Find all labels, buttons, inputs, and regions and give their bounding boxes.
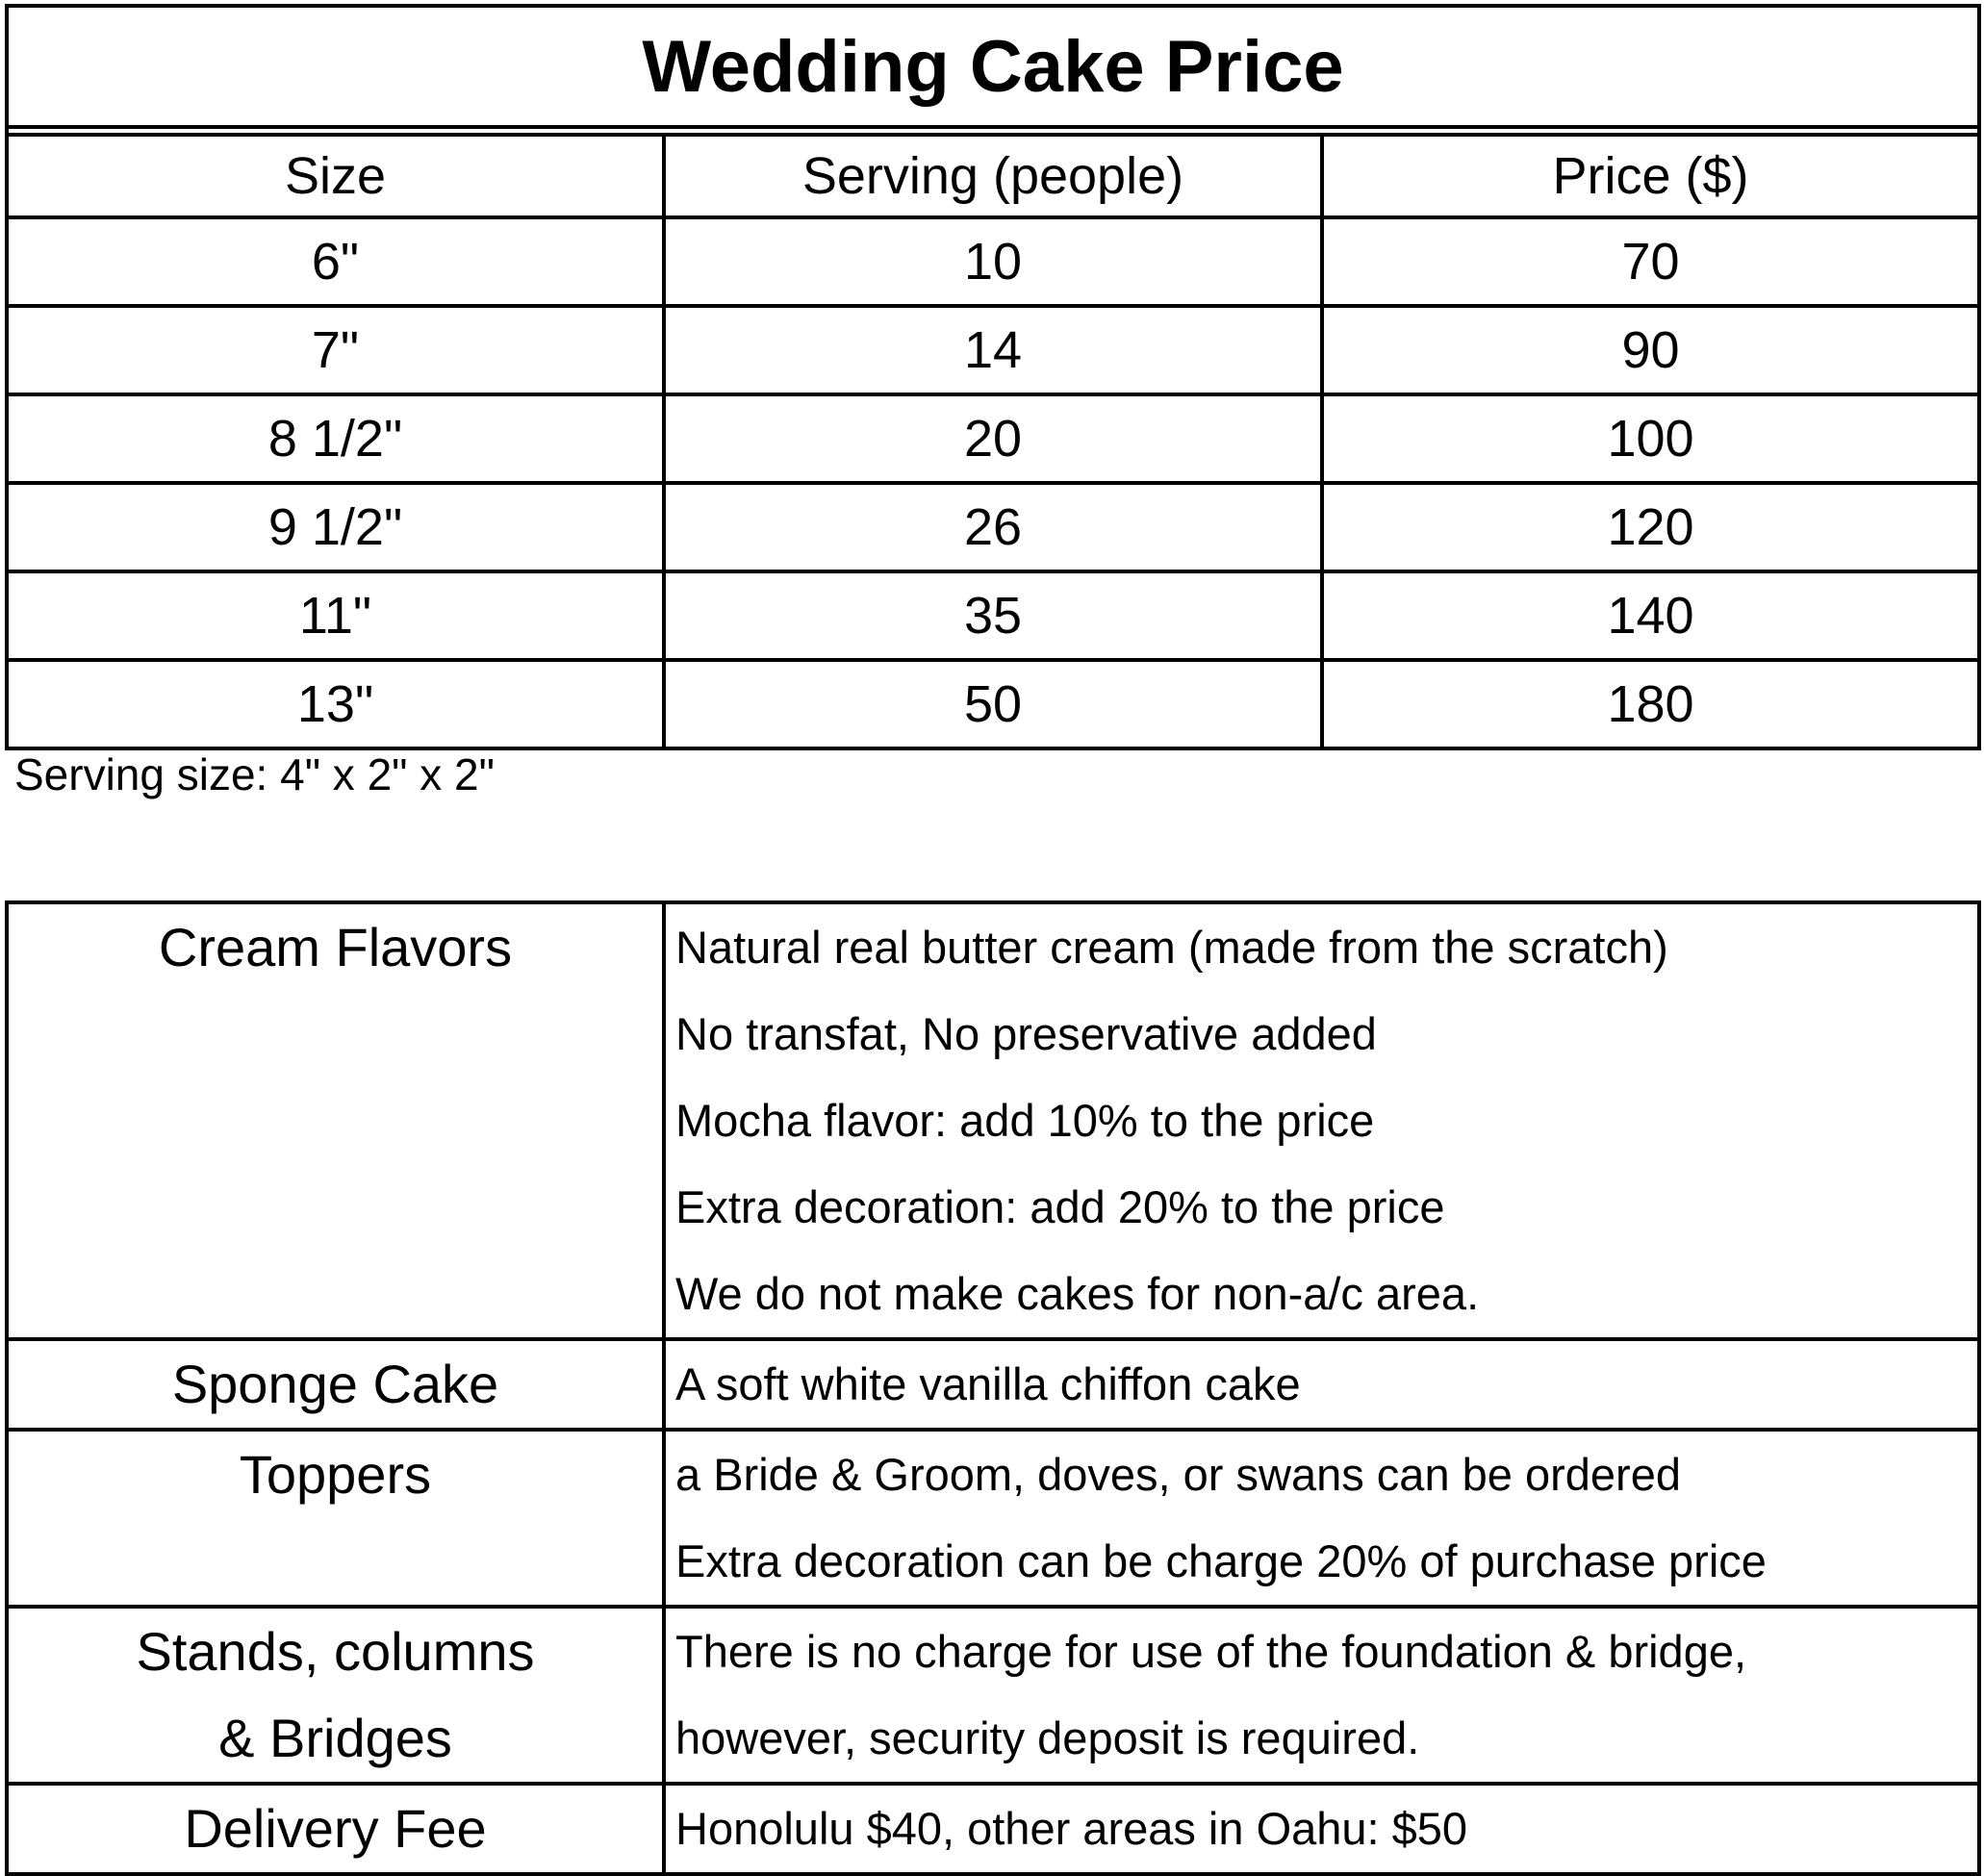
info-line: a Bride & Groom, doves, or swans can be ordered [675,1449,1681,1500]
table-row [9,485,1977,573]
info-label [9,1432,666,1605]
info-line: Extra decoration: add 20% to the price [675,1181,1445,1232]
info-line: No transfat, No preservative added [675,1008,1377,1059]
info-details [666,1786,1977,1872]
serving-cell: 20 [666,396,1324,481]
size-cell: 11" [9,573,666,658]
info-label [9,904,666,1337]
info-line: There is no charge for use of the foundation & bridge, [675,1626,1747,1677]
info-row-stands [9,1609,1977,1786]
size-cell: 8 1/2" [9,396,666,481]
info-label-line: Toppers [239,1444,432,1505]
info-details [666,1341,1977,1428]
table-header-row [9,137,1977,219]
size-cell: 9 1/2" [9,485,666,570]
info-details [666,1609,1977,1782]
table-row [9,662,1977,747]
info-line: A soft white vanilla chiffon cake [675,1358,1301,1409]
info-label-line: Stands, columns [136,1621,535,1682]
header-price: Price ($) [1552,147,1749,205]
serving-cell: 35 [666,573,1324,658]
serving-cell: 26 [666,485,1324,570]
info-details [666,1432,1977,1605]
size-cell: 7" [9,308,666,393]
info-line: Natural real butter cream (made from the scratch) [675,922,1668,973]
serving-cell: 14 [666,308,1324,393]
info-row-delivery-fee [9,1786,1977,1872]
info-label-line: Cream Flavors [158,917,513,977]
info-label-line: Sponge Cake [171,1354,499,1414]
info-row-sponge-cake [9,1341,1977,1432]
price-cell: 100 [1607,410,1694,468]
serving-cell: 50 [666,662,1324,747]
header-size: Size [9,137,666,215]
info-details [666,904,1977,1337]
table-row [9,396,1977,485]
info-line: Extra decoration can be charge 20% of purchase price [675,1535,1767,1586]
info-row-cream-flavors [9,904,1977,1341]
page-title: Wedding Cake Price [9,8,1977,129]
info-line: Honolulu $40, other areas in Oahu: $50 [675,1803,1468,1854]
info-label-line: Delivery Fee [184,1798,487,1859]
serving-cell: 10 [666,219,1324,304]
price-cell: 70 [1621,233,1680,291]
info-table [5,900,1981,1876]
size-cell: 6" [9,219,666,304]
info-line: We do not make cakes for non-a/c area. [675,1268,1480,1319]
info-label [9,1341,666,1428]
price-table [5,4,1981,750]
title-divider [9,129,1977,137]
info-line: however, security deposit is required. [675,1712,1420,1763]
price-cell: 90 [1621,321,1680,379]
info-label [9,1786,666,1872]
serving-size-note: Serving size: 4" x 2" x 2" [14,749,495,799]
info-label [9,1609,666,1782]
size-cell: 13" [9,662,666,747]
price-cell: 180 [1607,675,1694,733]
table-row [9,219,1977,308]
header-serving: Serving (people) [666,137,1324,215]
info-row-toppers [9,1432,1977,1609]
table-row [9,573,1977,662]
info-line: Mocha flavor: add 10% to the price [675,1095,1375,1146]
price-cell: 120 [1607,498,1694,556]
table-row [9,308,1977,396]
info-label-line: & Bridges [218,1708,452,1768]
price-cell: 140 [1607,587,1694,645]
